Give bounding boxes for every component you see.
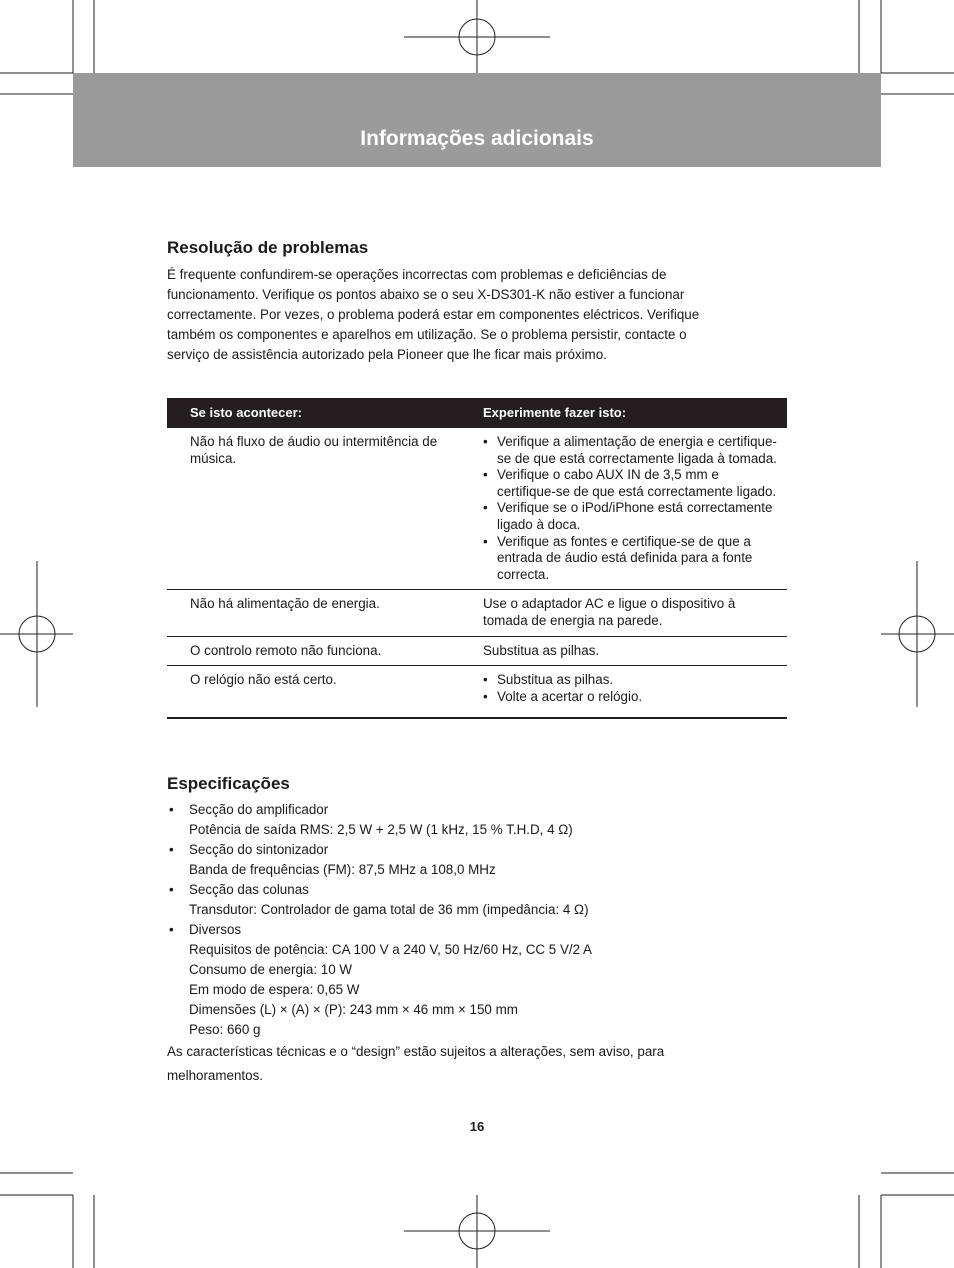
problem-cell: Não há fluxo de áudio ou intermitência de música. [167,428,467,590]
spec-group-title: Secção do sintonizador [189,842,329,857]
column-header-problem: Se isto acontecer: [167,398,467,428]
intro-line: funcionamento. Verifique os pontos abaixo se o seu X-DS301-K não estiver a funcionar [167,287,685,302]
column-header-solution: Experimente fazer isto: [467,398,787,428]
troubleshooting-heading: Resolução de problemas [167,238,369,257]
spec-line: Peso: 660 g [189,1022,261,1037]
spec-group-title: Secção das colunas [189,882,309,897]
problem-cell: O controlo remoto não funciona. [167,636,467,666]
table-row [167,636,787,666]
specifications-list [167,800,787,1088]
table-row [167,590,787,636]
spec-group [167,920,787,1040]
note-line: As características técnicas e o “design” estão sujeitos a alterações, sem aviso, para [167,1044,665,1059]
solution-cell [467,428,787,590]
bullet: • [169,922,174,937]
intro-line: correctamente. Por vezes, o problema poderá estar em componentes eléctricos. Verifique [167,307,700,322]
troubleshooting-table [167,398,787,719]
troubleshooting-intro [167,265,767,365]
page-number: 16 [469,1119,485,1134]
problem-cell: Não há alimentação de energia. [167,590,467,636]
spec-line: Requisitos de potência: CA 100 V a 240 V, 50 Hz/60 Hz, CC 5 V/2 A [189,942,592,957]
spec-group-title: Secção do amplificador [189,802,329,817]
spec-group [167,800,787,840]
intro-line: também os componentes e aparelhos em utilização. Se o problema persistir, contacte o [167,327,687,342]
spec-line: Consumo de energia: 10 W [189,962,353,977]
spec-line: Transdutor: Controlador de gama total de 36 mm (impedância: 4 Ω) [189,902,589,917]
bullet: • [169,802,174,817]
header-band [73,73,881,167]
spec-group [167,880,787,920]
specifications-heading: Especificações [167,774,290,793]
solution-cell: Substitua as pilhas. [467,636,787,666]
solution-item: • Substitua as pilhas. [483,672,781,689]
problem-cell: O relógio não está certo. [167,666,467,719]
spec-group-title: Diversos [189,922,242,937]
intro-line: serviço de assistência autorizado pela Pioneer que lhe ficar mais próximo. [167,347,607,362]
solution-cell [467,666,787,719]
solution-item: • Verifique o cabo AUX IN de 3,5 mm e certifique-se de que está correctamente ligado. [483,467,781,500]
intro-line: É frequente confundirem-se operações incorrectas com problemas e deficiências de [167,267,667,282]
table-row [167,666,787,719]
spec-line: Em modo de espera: 0,65 W [189,982,360,997]
solution-item: • Volte a acertar o relógio. [483,689,781,706]
solution-item: • Verifique a alimentação de energia e certifique-se de que está correctamente ligada à tomada. [483,434,781,467]
page-title: Informações adicionais [360,127,594,150]
bullet: • [169,882,174,897]
specifications-note [167,1040,787,1088]
bullet: • [169,842,174,857]
spec-group [167,840,787,880]
solution-item: • Verifique se o iPod/iPhone está correctamente ligado à doca. [483,500,781,533]
table-header-row [167,398,787,428]
note-line: melhoramentos. [167,1068,264,1083]
spec-line: Banda de frequências (FM): 87,5 MHz a 108,0 MHz [189,862,496,877]
solution-item: • Verifique as fontes e certifique-se de que a entrada de áudio está definida para a fonte correcta. [483,534,781,584]
spec-line: Dimensões (L) × (A) × (P): 243 mm × 46 mm × 150 mm [189,1002,518,1017]
table-row [167,428,787,590]
solution-cell: Use o adaptador AC e ligue o dispositivo à tomada de energia na parede. [467,590,787,636]
spec-line: Potência de saída RMS: 2,5 W + 2,5 W (1 kHz, 15 % T.H.D, 4 Ω) [189,822,573,837]
